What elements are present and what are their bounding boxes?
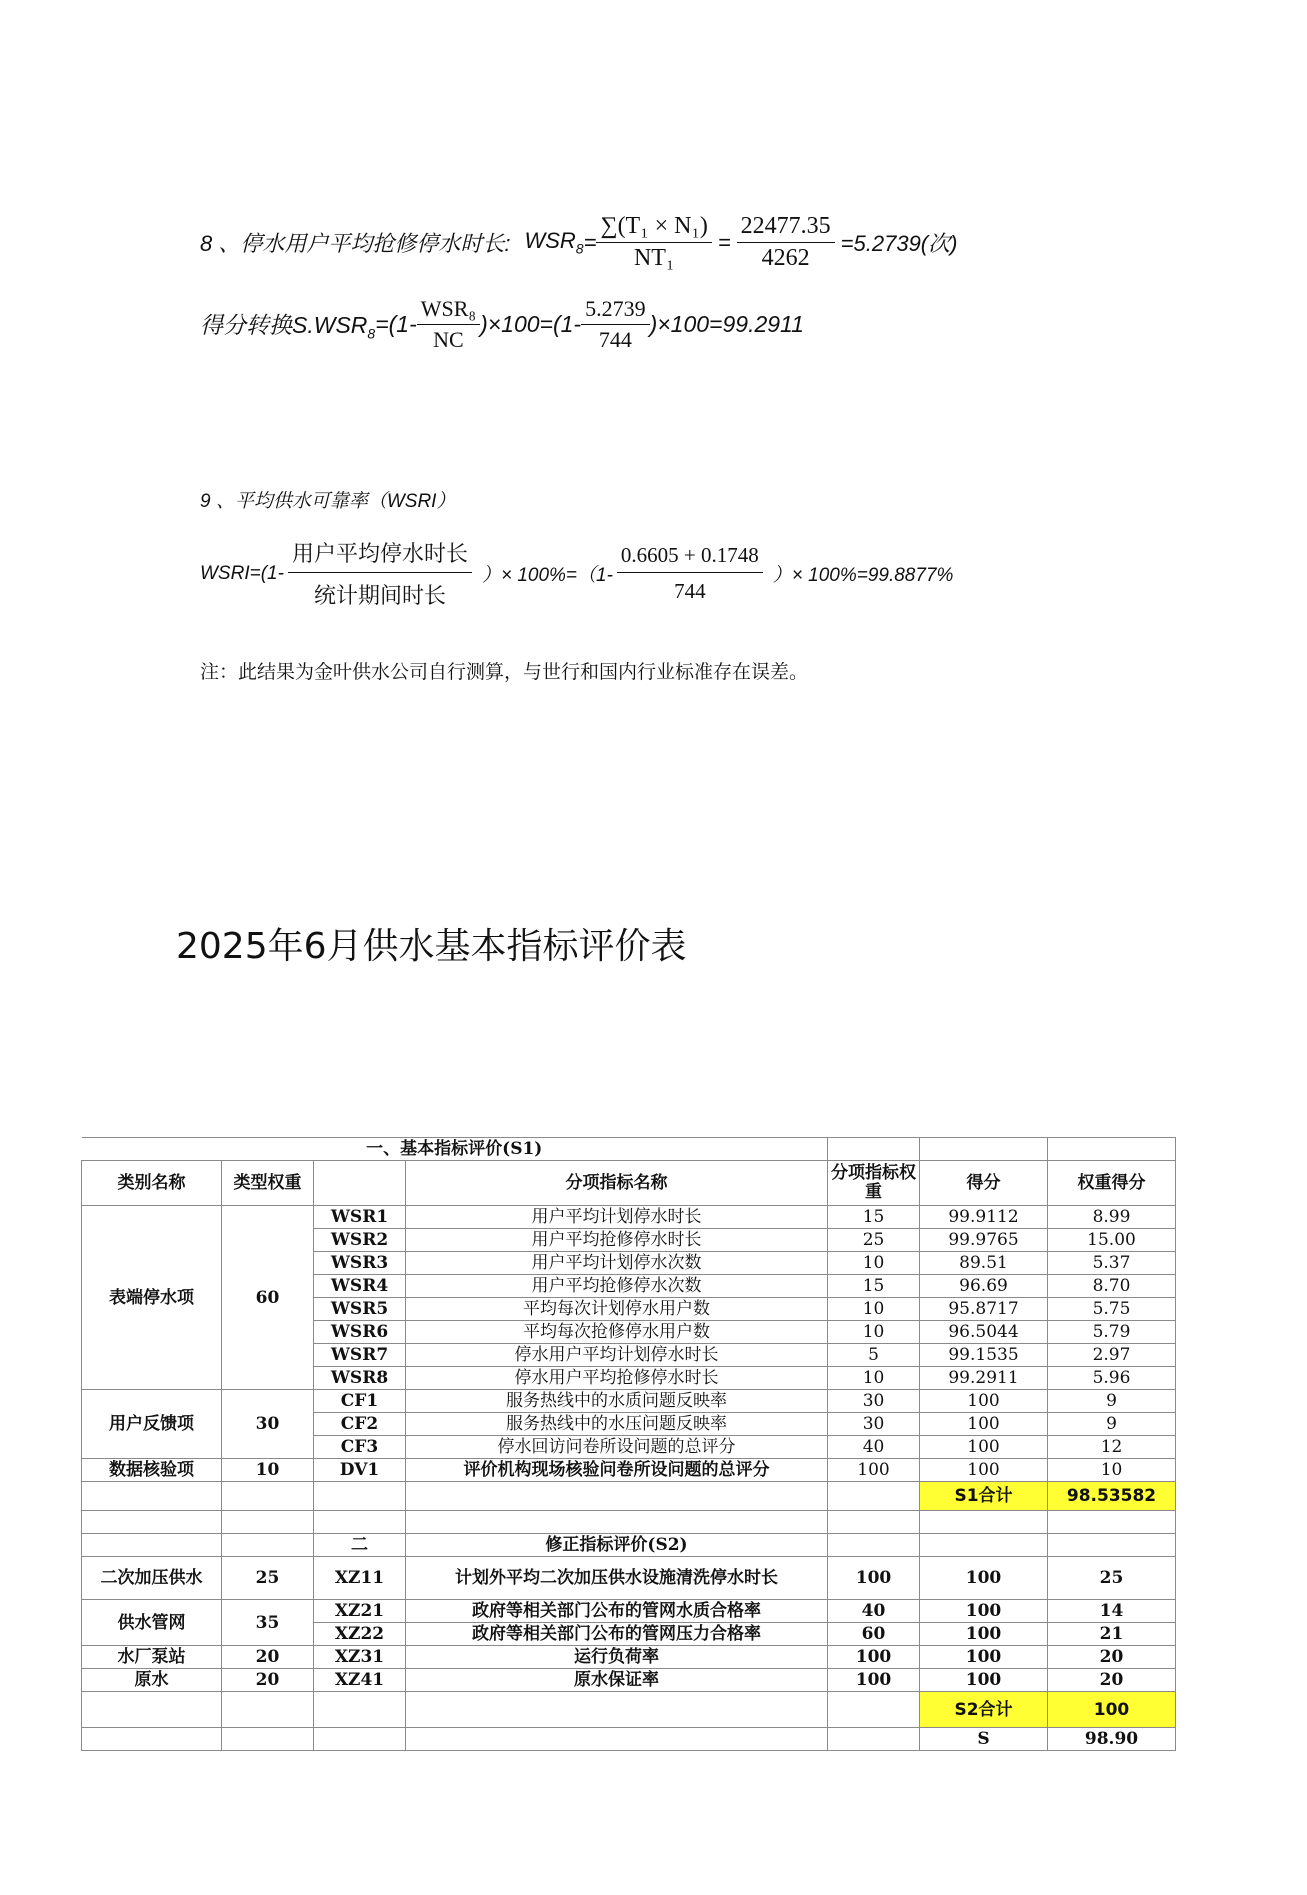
table-title: 2025年6月供水基本指标评价表 — [176, 926, 687, 967]
group-name: 表端停水项 — [82, 1206, 222, 1390]
table-row: CF2 服务热线中的水压问题反映率 30 100 9 — [82, 1413, 1176, 1436]
formula-8-result: =5.2739(次) — [840, 231, 958, 256]
group-weight: 60 — [222, 1206, 314, 1390]
s-total-label: S — [920, 1728, 1048, 1751]
s-total-value: 98.90 — [1048, 1728, 1176, 1751]
header-weighted-score: 权重得分 — [1048, 1161, 1176, 1206]
s1-total-row — [82, 1482, 1176, 1511]
formula-8 — [200, 213, 957, 272]
conversion-fraction-2: $\frac{5.2739}{744}$ — [581, 296, 650, 353]
formula-9-mid: ）× 100%=（1- — [481, 565, 613, 586]
table-row: 数据核验项 10 DV1 评价机构现场核验问卷所设问题的总评分 100 100 10 — [82, 1459, 1176, 1482]
conversion-fraction: $\frac{\text{WSR₈}}{NC}$ — [417, 296, 480, 353]
equals-sign: = — [717, 229, 731, 255]
table-row: WSR7 停水用户平均计划停水时长 5 99.1535 2.97 — [82, 1344, 1176, 1367]
note-text: 注：此结果为金叶供水公司自行测算，与世行和国内行业标准存在误差。 — [200, 661, 809, 683]
formula-9-fraction-2: $\frac{0.6605 + 0.1748}{744}$ — [617, 543, 763, 604]
formula-8-conversion — [200, 296, 804, 353]
header-item-name: 分项指标名称 — [406, 1161, 828, 1206]
header-category: 类别名称 — [82, 1161, 222, 1206]
group-weight: 10 — [222, 1459, 314, 1482]
value-fraction: $\frac{22477.35}{4262}$ — [737, 213, 835, 272]
section-2-number: 二 — [314, 1534, 406, 1557]
section-2-heading: 修正指标评价(S2) — [406, 1534, 828, 1557]
table-row: 原水 20 XZ41 原水保证率 100 100 20 — [82, 1669, 1176, 1692]
s2-total-row — [82, 1692, 1176, 1728]
formula-8-lhs: $WSR_8$ — [524, 228, 584, 257]
evaluation-table — [81, 1137, 1175, 1751]
conversion-eq: =(1- — [375, 311, 417, 337]
table-row: WSR4 用户平均抢修停水次数 15 96.69 8.70 — [82, 1275, 1176, 1298]
s-total-row — [82, 1728, 1176, 1751]
conversion-mid: )×100=(1- — [480, 311, 582, 337]
table-row: 二次加压供水 25 XZ11 计划外平均二次加压供水设施清洗停水时长 100 100 25 — [82, 1557, 1176, 1600]
table-row: 用户反馈项 30 CF1 服务热线中的水质问题反映率 30 100 9 — [82, 1390, 1176, 1413]
section-2-heading-row — [82, 1534, 1176, 1557]
s1-total-label: S1合计 — [920, 1482, 1048, 1511]
formula-9-fraction: $\frac{\text{用户平均停水时长}}{\text{统计期间时长}}$ — [288, 537, 472, 610]
conversion-result: )×100=99.2911 — [649, 311, 804, 337]
table-row: CF3 停水回访问卷所设问题的总评分 40 100 12 — [82, 1436, 1176, 1459]
table-row: WSR3 用户平均计划停水次数 10 89.51 5.37 — [82, 1252, 1176, 1275]
table-row: 供水管网 35 XZ21 政府等相关部门公布的管网水质合格率 40 100 14 — [82, 1600, 1176, 1623]
s2-total-value: 100 — [1048, 1692, 1176, 1728]
equals-sign: = — [583, 229, 597, 255]
table-row: 表端停水项 60 WSR1 用户平均计划停水时长 15 99.9112 8.99 — [82, 1206, 1176, 1229]
table-row: XZ22 政府等相关部门公布的管网压力合格率 60 100 21 — [82, 1623, 1176, 1646]
formula-9-result: ）× 100%=99.8877% — [772, 565, 954, 586]
conversion-label: 得分转换$S.WSR_8$ — [200, 312, 376, 342]
section-1-heading: 一、基本指标评价(S1) — [82, 1138, 828, 1161]
s1-total-value: 98.53582 — [1048, 1482, 1176, 1511]
table-row: WSR6 平均每次抢修停水用户数 10 96.5044 5.79 — [82, 1321, 1176, 1344]
group-name: 数据核验项 — [82, 1459, 222, 1482]
table-row: WSR5 平均每次计划停水用户数 10 95.8717 5.75 — [82, 1298, 1176, 1321]
s2-total-label: S2合计 — [920, 1692, 1048, 1728]
table-row: 水厂泵站 20 XZ31 运行负荷率 100 100 20 — [82, 1646, 1176, 1669]
group-name: 用户反馈项 — [82, 1390, 222, 1459]
sum-fraction: $\frac{\text{∑(T₁ × N₁)}}{\text{NT₁}}$ — [596, 213, 711, 272]
table-row: WSR8 停水用户平均抢修停水时长 10 99.2911 5.96 — [82, 1367, 1176, 1390]
formula-9-lhs: WSRI=(1- — [200, 562, 284, 584]
formula-9-label: 9 、平均供水可靠率（WSRI） — [200, 491, 456, 512]
header-item-weight: 分项指标权重 — [828, 1161, 920, 1206]
header-score: 得分 — [920, 1161, 1048, 1206]
formula-8-label: 8 、停水用户平均抢修停水时长: — [200, 231, 511, 256]
table-row: WSR2 用户平均抢修停水时长 25 99.9765 15.00 — [82, 1229, 1176, 1252]
group-weight: 30 — [222, 1390, 314, 1459]
header-type-weight: 类型权重 — [222, 1161, 314, 1206]
formula-9 — [200, 537, 953, 610]
